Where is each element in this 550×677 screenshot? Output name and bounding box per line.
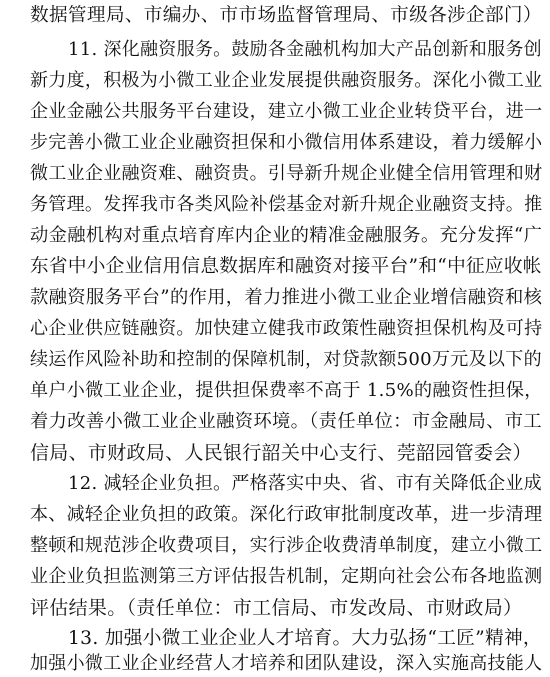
text-line-20: 评估结果。（责任单位：市工信局、市发改局、市财政局）	[30, 597, 523, 619]
text-line-4: 企业金融公共服务平台建设，建立小微工业企业转贷平台，进一	[30, 101, 543, 122]
text-line-13: 单户小微工业企业，提供担保费率不高于 1.5%的融资性担保，	[30, 380, 543, 401]
text-line-22: 加强小微工业企业经营人才培养和团队建设，深入实施高技能人	[30, 653, 543, 674]
paragraph-13-heading-line: 13. 加强小微工业企业人才培育。大力弘扬“工匠”精神，	[68, 628, 542, 649]
text-line-3: 新力度，积极为小微工业企业发展提供融资服务。深化小微工业	[30, 70, 543, 91]
paragraph-11-heading-line: 11. 深化融资服务。鼓励各金融机构加大产品创新和服务创	[68, 39, 542, 60]
text-line-8: 动金融机构对重点培育库内企业的精准金融服务。充分发挥“广	[30, 225, 543, 246]
text-line-9: 东省中小企业信用信息数据库和融资对接平台”和“中征应收帐	[30, 256, 542, 277]
text-line-1: 数据管理局、市编办、市市场监督管理局、市级各涉企部门）	[30, 5, 542, 26]
text-line-10: 款融资服务平台”的作用，着力推进小微工业企业增信融资和核	[30, 287, 543, 308]
text-line-17: 本、减轻企业负担的政策。深化行政审批制度改革，进一步清理	[30, 504, 543, 525]
text-line-5: 步完善小微工业企业融资担保和小微信用体系建设，着力缓解小	[30, 132, 543, 153]
text-line-6: 微工业企业融资难、融资贵。引导新升规企业健全信用管理和财	[30, 163, 543, 184]
text-line-15: 信局、市财政局、人民银行韶关中心支行、莞韶园管委会）	[30, 442, 532, 464]
text-line-12: 续运作风险补助和控制的保障机制，对贷款额500万元及以下的	[30, 349, 542, 370]
text-line-7: 务管理。发挥我市各类风险补偿基金对新升规企业融资支持。推	[30, 194, 543, 215]
text-line-14: 着力改善小微工业企业融资环境。（责任单位：市金融局、市工	[30, 411, 542, 432]
text-line-18: 整顿和规范涉企收费项目，实行涉企收费清单制度，建立小微工	[30, 535, 543, 556]
paragraph-12-heading-line: 12. 减轻企业负担。严格落实中央、省、市有关降低企业成	[68, 473, 542, 494]
text-line-11: 心企业供应链融资。加快建立健我市政策性融资担保机构及可持	[30, 318, 543, 339]
text-line-19: 业企业负担监测第三方评估报告机制，定期向社会公布各地监测	[30, 566, 543, 587]
